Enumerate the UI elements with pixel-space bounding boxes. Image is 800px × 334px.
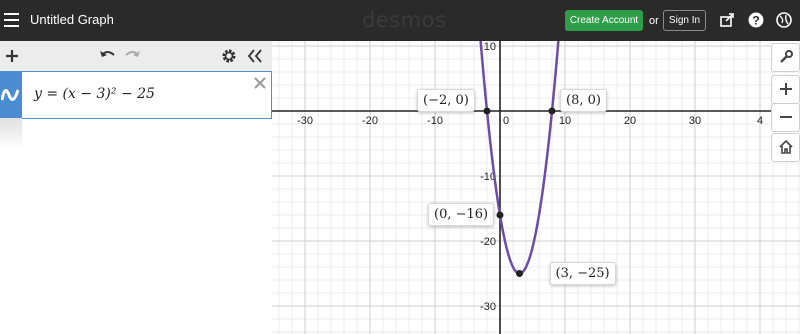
expression-panel <box>0 41 273 334</box>
expression-toolbar <box>0 41 272 72</box>
y-tick-label: -20 <box>480 236 496 248</box>
settings-gear-icon[interactable] <box>221 48 237 64</box>
x-tick-label: 0 <box>502 115 510 127</box>
y-tick-label: -30 <box>480 301 496 313</box>
y-tick-label: 10 <box>483 41 496 53</box>
new-expression-row[interactable] <box>0 118 22 150</box>
redo-icon[interactable] <box>124 48 142 62</box>
x-tick-label: -20 <box>362 115 378 127</box>
sign-in-button[interactable]: Sign In <box>663 10 706 31</box>
plus-icon <box>779 82 793 96</box>
expression-formula[interactable]: y = (x − 3)² − 25 <box>34 86 155 102</box>
wrench-icon <box>779 50 793 64</box>
graph-area[interactable] <box>272 41 800 334</box>
graph-title[interactable]: Untitled Graph <box>30 12 114 27</box>
graph-canvas[interactable] <box>272 41 800 334</box>
add-icon[interactable] <box>5 49 19 63</box>
x-tick-label: -30 <box>297 115 313 127</box>
x-tick-label: -10 <box>427 115 443 127</box>
zoom-in-button[interactable] <box>771 75 800 104</box>
curve-style-icon <box>1 86 21 104</box>
svg-text:?: ? <box>752 13 760 28</box>
point-label[interactable]: (3, −25) <box>550 262 616 285</box>
x-tick-label: 4 <box>756 115 764 127</box>
home-view-button[interactable] <box>771 133 800 162</box>
expression-color-tab[interactable] <box>0 72 22 118</box>
point-label[interactable]: (8, 0) <box>560 89 607 112</box>
minus-icon <box>779 110 793 124</box>
point-marker[interactable] <box>484 108 491 115</box>
point-label[interactable]: (−2, 0) <box>417 89 475 112</box>
or-label: or <box>649 15 659 27</box>
x-tick-label: 20 <box>623 115 637 127</box>
help-icon[interactable] <box>748 12 764 28</box>
graph-settings-button[interactable] <box>771 43 800 72</box>
desmos-logo: desmos <box>362 8 447 32</box>
globe-icon[interactable] <box>776 12 792 28</box>
point-marker[interactable] <box>497 212 504 219</box>
delete-expression-icon[interactable] <box>253 76 267 90</box>
zoom-out-button[interactable] <box>771 103 800 132</box>
collapse-panel-icon[interactable] <box>247 49 263 63</box>
point-marker[interactable] <box>516 270 523 277</box>
menu-icon[interactable] <box>4 13 19 27</box>
create-account-button[interactable]: Create Account <box>565 10 643 31</box>
point-marker[interactable] <box>549 108 556 115</box>
point-label[interactable]: (0, −16) <box>428 203 494 226</box>
y-tick-label: -10 <box>480 171 496 183</box>
x-tick-label: 10 <box>558 115 572 127</box>
x-tick-label: 30 <box>688 115 702 127</box>
share-icon[interactable] <box>719 12 735 28</box>
top-bar <box>0 0 800 41</box>
undo-icon[interactable] <box>98 48 116 62</box>
home-icon <box>779 140 793 154</box>
expression-row[interactable] <box>0 71 272 119</box>
